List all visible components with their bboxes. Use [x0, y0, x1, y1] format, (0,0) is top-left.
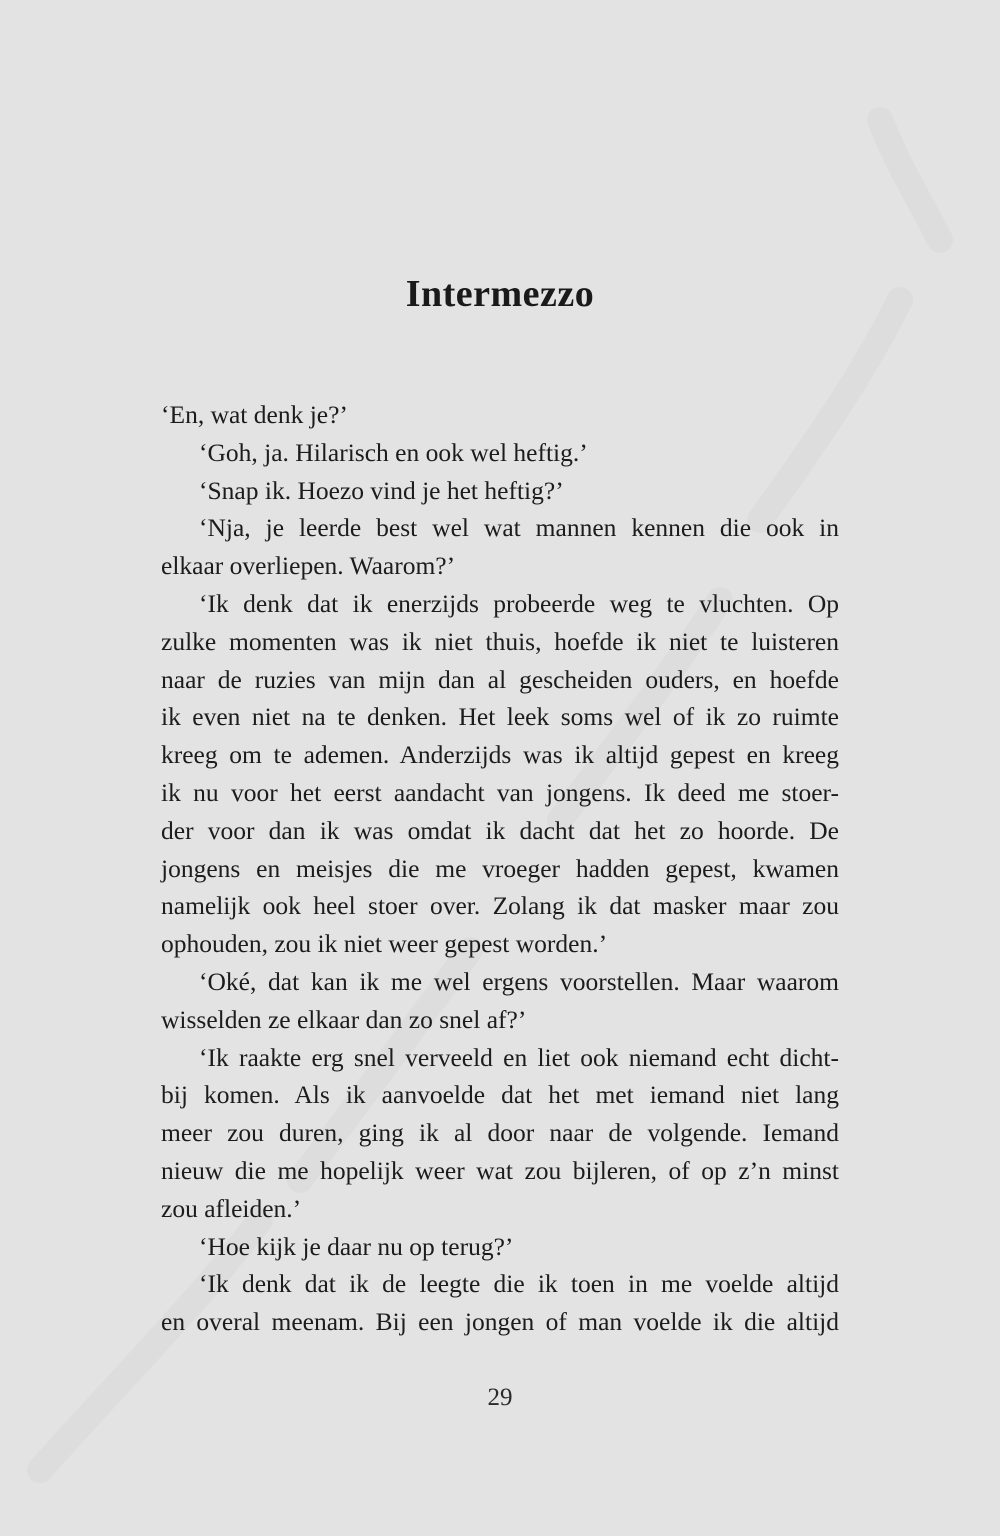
text-line: ik nu voor het eerst aandacht van jongens. Ik deed me stoer-	[161, 777, 839, 807]
text-line: ‘Ik raakte erg snel verveeld en liet ook niemand echt dicht-	[199, 1042, 839, 1072]
text-line: naar de ruzies van mijn dan al gescheiden ouders, en hoefde	[161, 664, 839, 694]
text-line: ‘Snap ik. Hoezo vind je het heftig?’	[199, 475, 564, 505]
text-line: kreeg om te ademen. Anderzijds was ik altijd gepest en kreeg	[161, 740, 839, 770]
text-line: en overal meenam. Bij een jongen of man voelde ik die altijd	[161, 1307, 839, 1337]
text-line: zulke momenten was ik niet thuis, hoefde ik niet te luisteren	[161, 626, 839, 656]
text-line: ‘Hoe kijk je daar nu op terug?’	[199, 1231, 514, 1261]
text-line: nieuw die me hopelijk weer wat zou bijleren, of op z’n minst	[161, 1155, 839, 1185]
text-line: ‘Ik denk dat ik de leegte die ik toen in me voelde altijd	[199, 1269, 839, 1299]
text-line: ‘En, wat denk je?’	[161, 400, 348, 429]
chapter-title: Intermezzo	[405, 273, 595, 315]
text-line: wisselden ze elkaar dan zo snel af?’	[161, 1004, 527, 1034]
text-line: ‘Goh, ja. Hilarisch en ook wel heftig.’	[199, 437, 588, 467]
text-line: ophouden, zou ik niet weer gepest worden.’	[161, 929, 608, 959]
page-number: 29	[487, 1384, 513, 1411]
text-line: meer zou duren, ging ik al door naar de volgende. Iemand	[161, 1118, 839, 1148]
body-text	[161, 396, 839, 1341]
text-line: der voor dan ik was omdat ik dacht dat het zo hoorde. De	[161, 815, 839, 845]
text-line: ‘Oké, dat kan ik me wel ergens voorstellen. Maar waarom	[199, 966, 839, 996]
text-line: bij komen. Als ik aanvoelde dat het met iemand niet lang	[161, 1080, 839, 1110]
text-line: ‘Ik denk dat ik enerzijds probeerde weg te vluchten. Op	[199, 588, 839, 618]
text-line: jongens en meisjes die me vroeger hadden gepest, kwamen	[161, 853, 839, 883]
text-line: ‘Nja, je leerde best wel wat mannen kennen die ook in	[199, 513, 839, 543]
text-line: namelijk ook heel stoer over. Zolang ik dat masker maar zou	[161, 891, 839, 921]
text-line: ik even niet na te denken. Het leek soms wel of ik zo ruimte	[161, 702, 839, 732]
text-line: elkaar overliepen. Waarom?’	[161, 551, 456, 581]
text-line: zou afleiden.’	[161, 1193, 302, 1223]
